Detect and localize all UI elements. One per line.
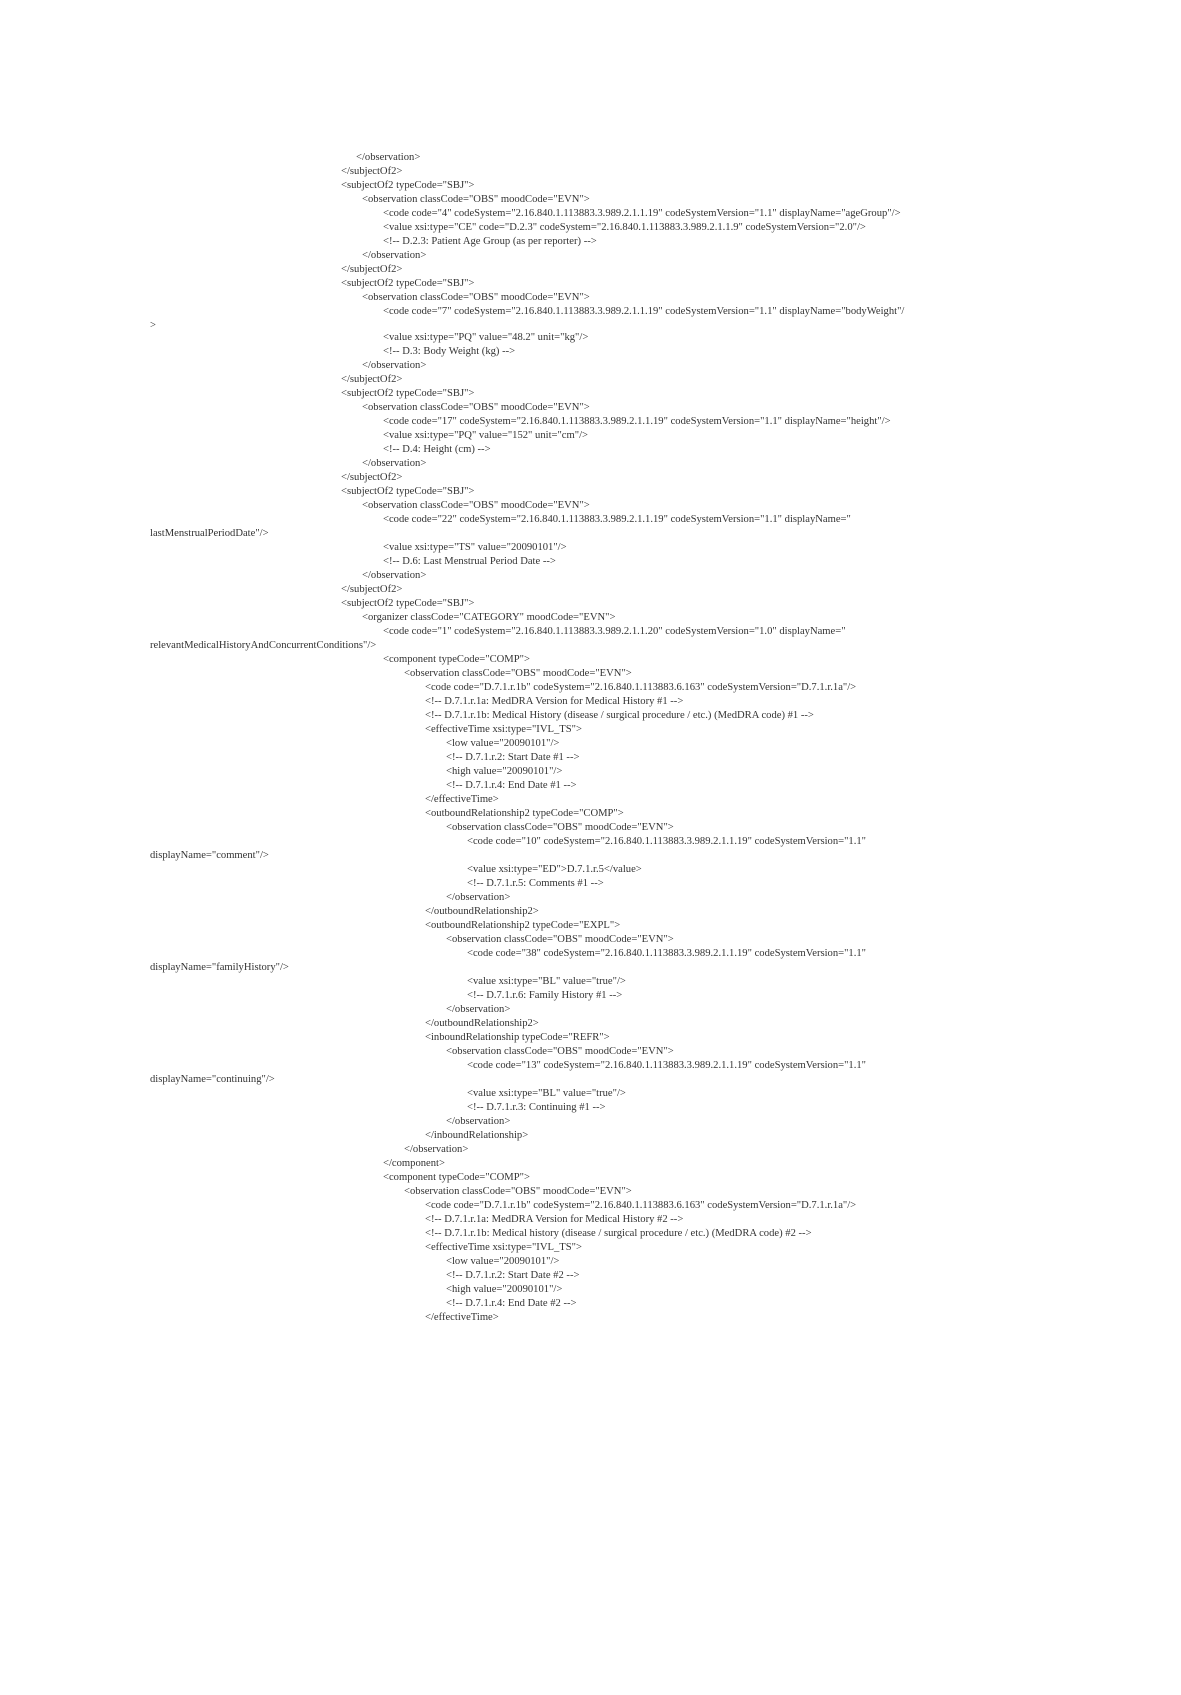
- code-line: </observation>: [446, 892, 511, 903]
- code-line: </observation>: [404, 1144, 469, 1155]
- code-line: <!-- D.2.3: Patient Age Group (as per reporter) -->: [383, 236, 597, 247]
- code-line: <code code="1" codeSystem="2.16.840.1.113883.3.989.2.1.1.20" codeSystemVersion="1.0" displayName=": [383, 626, 846, 637]
- code-line: <!-- D.3: Body Weight (kg) -->: [383, 346, 516, 357]
- code-line: <!-- D.7.1.r.1a: MedDRA Version for Medical History #1 -->: [425, 696, 684, 707]
- code-line: </subjectOf2>: [341, 264, 403, 275]
- code-line: <code code="4" codeSystem="2.16.840.1.113883.3.989.2.1.1.19" codeSystemVersion="1.1" displayName="ageGroup"/>: [383, 208, 901, 219]
- code-line: <observation classCode="OBS" moodCode="EVN">: [362, 194, 590, 205]
- code-line: >: [150, 320, 156, 331]
- code-line: </observation>: [362, 250, 427, 261]
- code-line: <code code="10" codeSystem="2.16.840.1.113883.3.989.2.1.1.19" codeSystemVersion="1.1": [467, 836, 866, 847]
- code-line: </observation>: [362, 360, 427, 371]
- code-line: </subjectOf2>: [341, 166, 403, 177]
- code-line: <!-- D.7.1.r.4: End Date #2 -->: [446, 1298, 577, 1309]
- code-line: lastMenstrualPeriodDate"/>: [150, 528, 269, 539]
- code-line: <code code="38" codeSystem="2.16.840.1.113883.3.989.2.1.1.19" codeSystemVersion="1.1": [467, 948, 866, 959]
- code-line: </subjectOf2>: [341, 584, 403, 595]
- code-line: <!-- D.4: Height (cm) -->: [383, 444, 491, 455]
- code-line: <subjectOf2 typeCode="SBJ">: [341, 598, 475, 609]
- code-line: <!-- D.7.1.r.1b: Medical history (disease / surgical procedure / etc.) (MedDRA code) #2 -->: [425, 1228, 812, 1239]
- code-line: <!-- D.7.1.r.4: End Date #1 -->: [446, 780, 577, 791]
- code-line: </observation>: [362, 570, 427, 581]
- code-line: <!-- D.7.1.r.1b: Medical History (disease / surgical procedure / etc.) (MedDRA code) #1 -->: [425, 710, 814, 721]
- code-line: <value xsi:type="CE" code="D.2.3" codeSystem="2.16.840.1.113883.3.989.2.1.1.9" codeSystemVersion="2.0"/>: [383, 222, 866, 233]
- code-line: <!-- D.7.1.r.6: Family History #1 -->: [467, 990, 623, 1001]
- code-line: <!-- D.7.1.r.2: Start Date #2 -->: [446, 1270, 580, 1281]
- code-line: <inboundRelationship typeCode="REFR">: [425, 1032, 610, 1043]
- code-line: <high value="20090101"/>: [446, 766, 563, 777]
- code-line: <subjectOf2 typeCode="SBJ">: [341, 388, 475, 399]
- code-line: </observation>: [446, 1004, 511, 1015]
- code-line: </observation>: [446, 1116, 511, 1127]
- code-line: <outboundRelationship2 typeCode="COMP">: [425, 808, 624, 819]
- code-line: <effectiveTime xsi:type="IVL_TS">: [425, 1242, 582, 1253]
- code-line: </outboundRelationship2>: [425, 906, 539, 917]
- code-line: </observation>: [356, 152, 421, 163]
- code-line: <code code="D.7.1.r.1b" codeSystem="2.16.840.1.113883.6.163" codeSystemVersion="D.7.1.r.1a"/>: [425, 682, 857, 693]
- code-line: <!-- D.6: Last Menstrual Period Date -->: [383, 556, 556, 567]
- code-line: <observation classCode="OBS" moodCode="EVN">: [362, 500, 590, 511]
- code-line: <observation classCode="OBS" moodCode="EVN">: [362, 402, 590, 413]
- code-line: <value xsi:type="TS" value="20090101"/>: [383, 542, 567, 553]
- code-line: relevantMedicalHistoryAndConcurrentConditions"/>: [150, 640, 377, 651]
- code-line: </effectiveTime>: [425, 794, 499, 805]
- code-line: <code code="17" codeSystem="2.16.840.1.113883.3.989.2.1.1.19" codeSystemVersion="1.1" displayName="height"/>: [383, 416, 891, 427]
- code-line: <component typeCode="COMP">: [383, 654, 530, 665]
- code-line: <observation classCode="OBS" moodCode="EVN">: [404, 668, 632, 679]
- code-line: displayName="comment"/>: [150, 850, 269, 861]
- code-line: </observation>: [362, 458, 427, 469]
- code-line: <!-- D.7.1.r.5: Comments #1 -->: [467, 878, 604, 889]
- code-line: </subjectOf2>: [341, 472, 403, 483]
- code-line: <!-- D.7.1.r.2: Start Date #1 -->: [446, 752, 580, 763]
- code-line: </subjectOf2>: [341, 374, 403, 385]
- code-line: </component>: [383, 1158, 445, 1169]
- code-line: <!-- D.7.1.r.1a: MedDRA Version for Medical History #2 -->: [425, 1214, 684, 1225]
- code-line: <subjectOf2 typeCode="SBJ">: [341, 180, 475, 191]
- code-line: <observation classCode="OBS" moodCode="EVN">: [446, 822, 674, 833]
- code-line: <observation classCode="OBS" moodCode="EVN">: [446, 1046, 674, 1057]
- xml-code-listing: [150, 150, 1030, 1410]
- code-line: <subjectOf2 typeCode="SBJ">: [341, 278, 475, 289]
- code-line: <component typeCode="COMP">: [383, 1172, 530, 1183]
- code-line: <subjectOf2 typeCode="SBJ">: [341, 486, 475, 497]
- code-line: </outboundRelationship2>: [425, 1018, 539, 1029]
- code-line: <value xsi:type="BL" value="true"/>: [467, 1088, 626, 1099]
- code-line: <code code="7" codeSystem="2.16.840.1.113883.3.989.2.1.1.19" codeSystemVersion="1.1" displayName="bodyWeight"/: [383, 306, 905, 317]
- code-line: <value xsi:type="PQ" value="152" unit="cm"/>: [383, 430, 588, 441]
- code-line: </effectiveTime>: [425, 1312, 499, 1323]
- code-line: displayName="familyHistory"/>: [150, 962, 289, 973]
- code-line: <code code="22" codeSystem="2.16.840.1.113883.3.989.2.1.1.19" codeSystemVersion="1.1" displayName=": [383, 514, 851, 525]
- code-line: <value xsi:type="BL" value="true"/>: [467, 976, 626, 987]
- code-line: <observation classCode="OBS" moodCode="EVN">: [362, 292, 590, 303]
- code-line: <observation classCode="OBS" moodCode="EVN">: [404, 1186, 632, 1197]
- code-line: <organizer classCode="CATEGORY" moodCode="EVN">: [362, 612, 616, 623]
- code-line: <high value="20090101"/>: [446, 1284, 563, 1295]
- code-line: <outboundRelationship2 typeCode="EXPL">: [425, 920, 621, 931]
- code-line: <code code="D.7.1.r.1b" codeSystem="2.16.840.1.113883.6.163" codeSystemVersion="D.7.1.r.1a"/>: [425, 1200, 857, 1211]
- code-line: <value xsi:type="PQ" value="48.2" unit="kg"/>: [383, 332, 589, 343]
- code-line: <low value="20090101"/>: [446, 1256, 560, 1267]
- code-line: <!-- D.7.1.r.3: Continuing #1 -->: [467, 1102, 606, 1113]
- code-line: <effectiveTime xsi:type="IVL_TS">: [425, 724, 582, 735]
- code-line: <value xsi:type="ED">D.7.1.r.5</value>: [467, 864, 642, 875]
- code-line: <code code="13" codeSystem="2.16.840.1.113883.3.989.2.1.1.19" codeSystemVersion="1.1": [467, 1060, 866, 1071]
- code-line: </inboundRelationship>: [425, 1130, 529, 1141]
- code-line: <observation classCode="OBS" moodCode="EVN">: [446, 934, 674, 945]
- code-line: <low value="20090101"/>: [446, 738, 560, 749]
- code-line: displayName="continuing"/>: [150, 1074, 275, 1085]
